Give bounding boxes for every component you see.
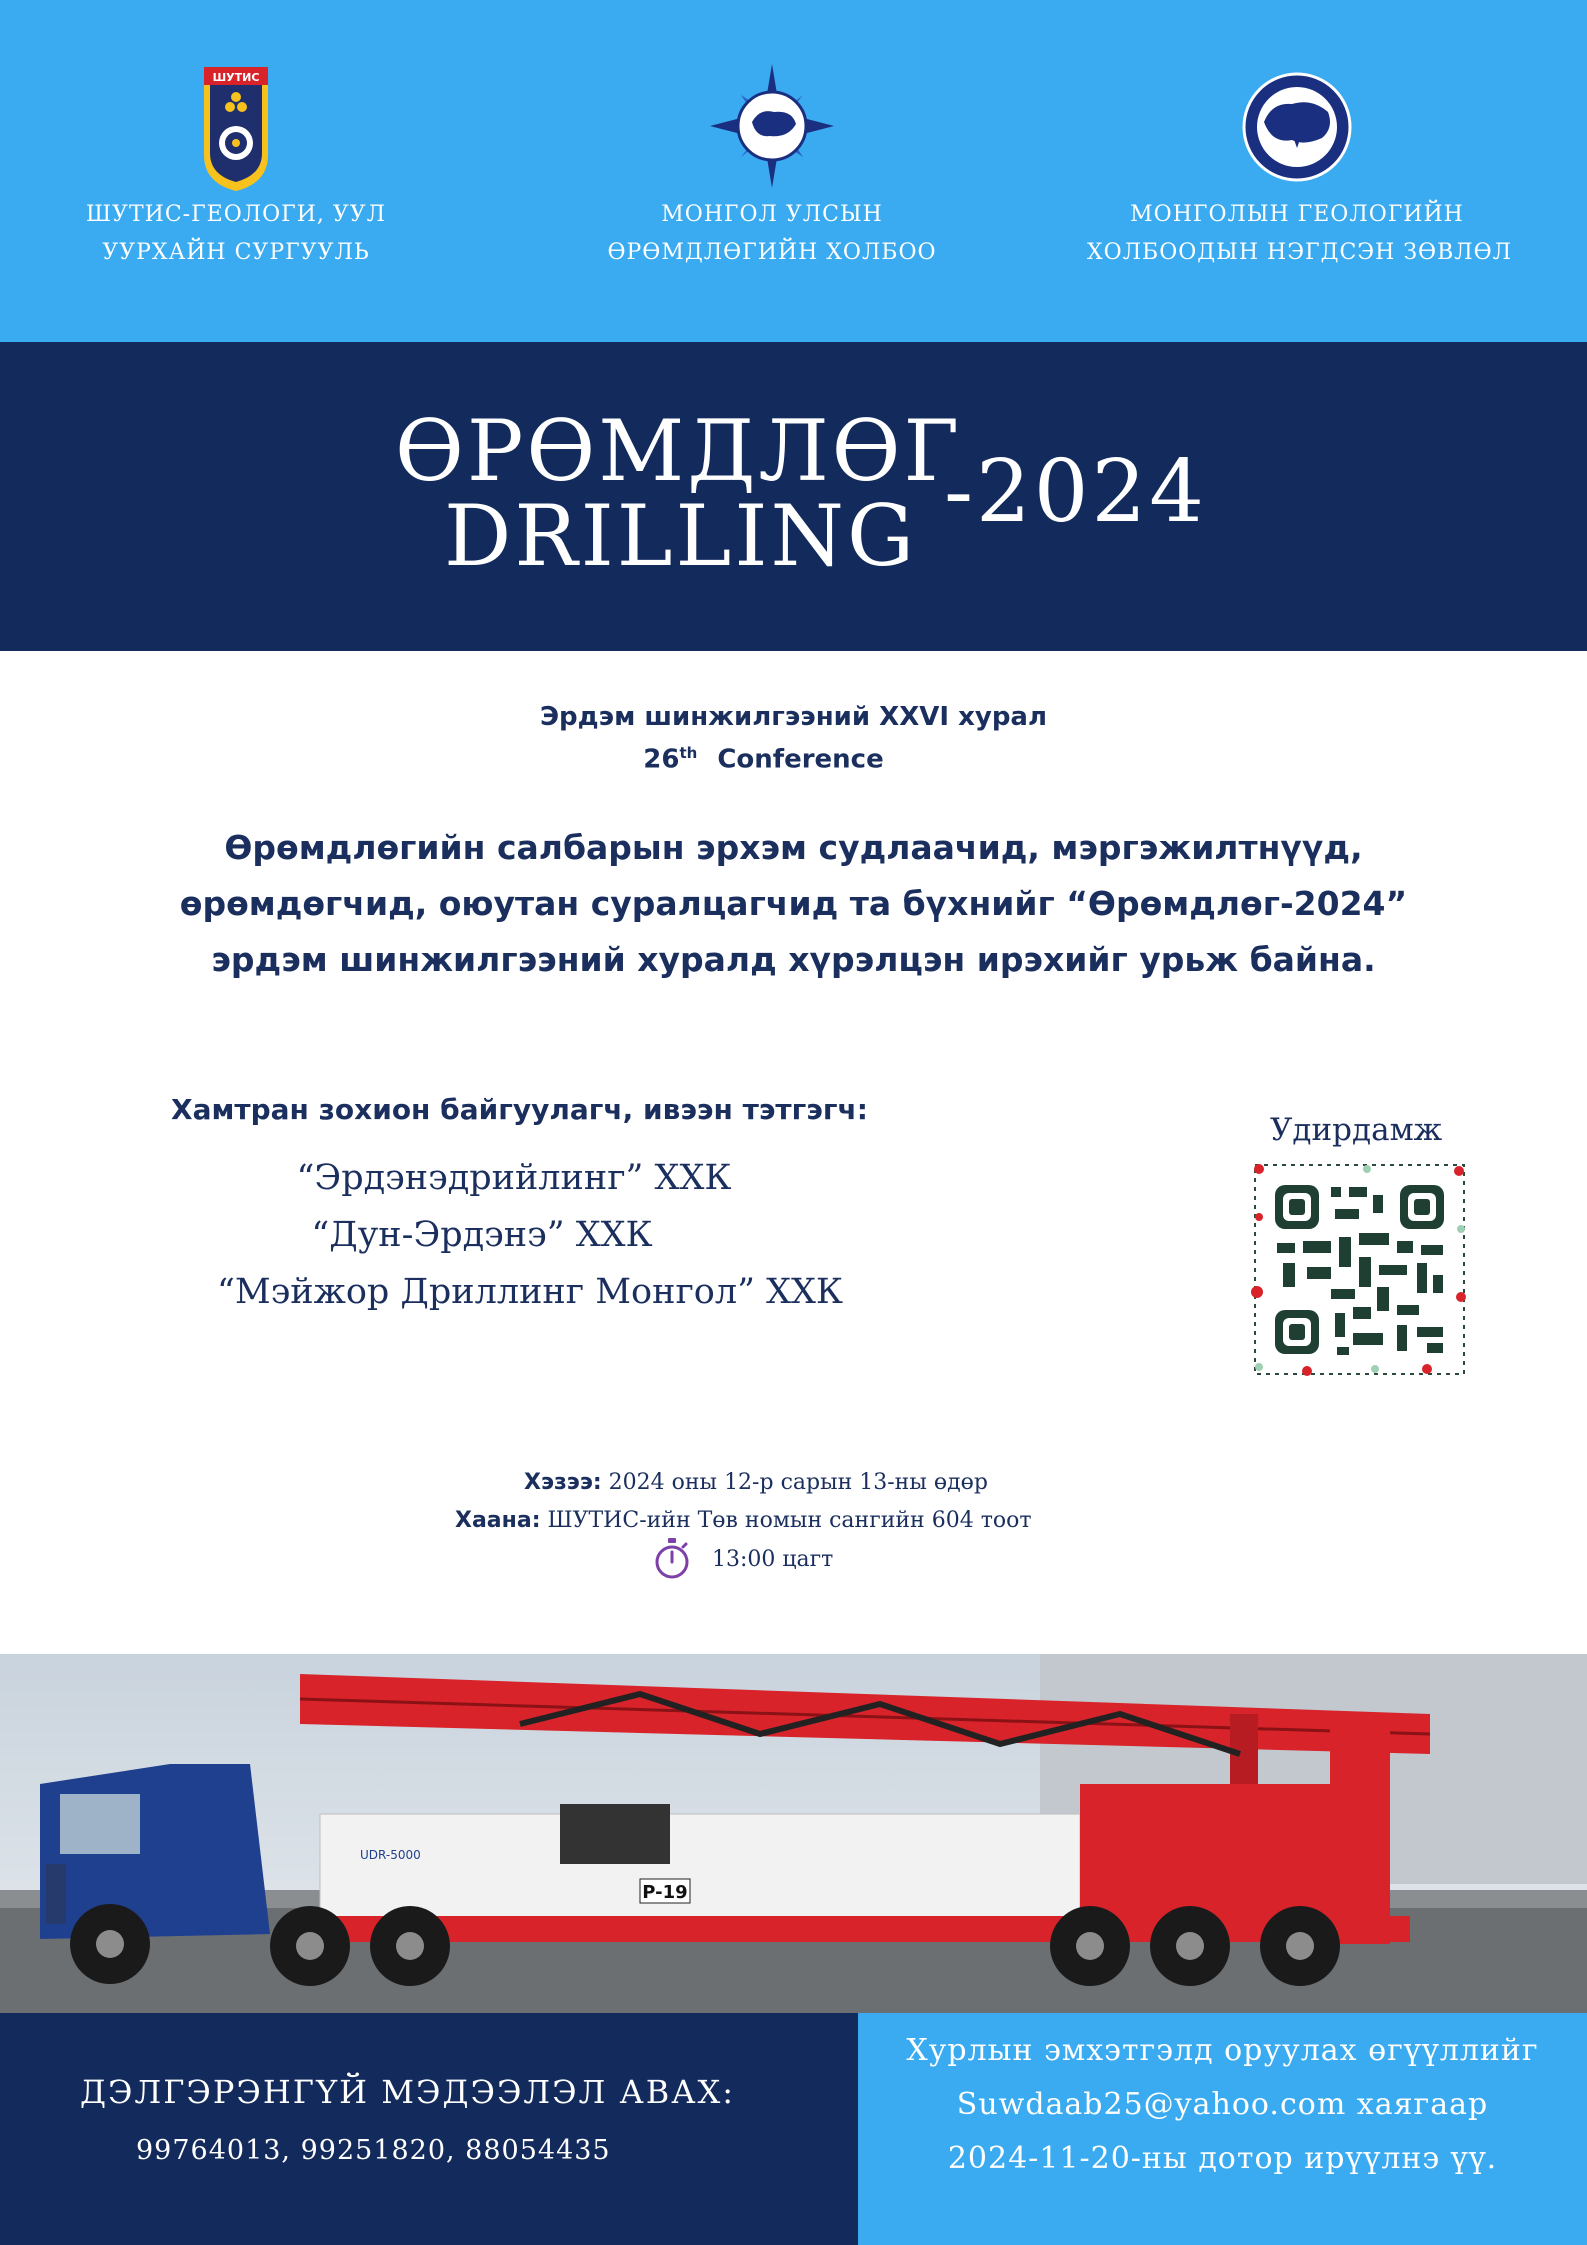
org-name (1087, 196, 1512, 272)
contact-heading: ДЭЛГЭРЭНГҮЙ МЭДЭЭЛЭЛ АВАХ: (80, 2073, 736, 2111)
org-name-line: ХОЛБООДЫН НЭГДСЭН ЗӨВЛӨЛ (1087, 240, 1512, 265)
event-location (455, 1508, 1032, 1533)
school-shield-logo (200, 63, 272, 193)
conference-title-mn: Эрдэм шинжилгээний XXVI хурал (539, 702, 1048, 732)
invitation-line: Өрөмдлөгийн салбарын эрхэм судлаачид, мэргэжилтнүүд, (224, 828, 1363, 867)
org-name (562, 196, 982, 272)
qr-label: Удирдамж (1270, 1112, 1443, 1148)
logo-text: ШУТИС (212, 71, 260, 84)
submission-panel (858, 2013, 1587, 2245)
title-band (0, 342, 1587, 651)
stopwatch-icon (652, 1536, 692, 1580)
submission-email[interactable]: Suwdaab25@yahoo.com хаягаар (956, 2087, 1489, 2122)
conference-number: 26 (643, 744, 680, 775)
date-label: Хэзээ: (524, 1470, 602, 1495)
truck-plate: P-19 (642, 1882, 688, 1903)
globe-seal-logo (1242, 72, 1352, 182)
date-value: 2024 оны 12-р сарын 13-ны өдөр (608, 1470, 988, 1495)
submission-deadline: 2024-11-20-ны дотор ирүүлнэ үү. (947, 2141, 1498, 2176)
location-value: ШУТИС-ийн Төв номын сангийн 604 тоот (547, 1508, 1032, 1533)
title-mongolian: ӨРӨМДЛӨГ (395, 402, 963, 500)
drilling-truck-photo (0, 1654, 1587, 2014)
location-label: Хаана: (455, 1508, 541, 1533)
compass-star-logo (708, 62, 836, 190)
org-name-line: УУРХАЙН СУРГУУЛЬ (102, 240, 370, 265)
conference-word: Conference (717, 744, 884, 775)
organizers-heading: Хамтран зохион байгуулагч, ивээн тэтгэгч: (171, 1093, 868, 1126)
org-name-line: МОНГОЛ УЛСЫН (661, 202, 883, 227)
invitation-line: эрдэм шинжилгээний хуралд хүрэлцэн ирэхийг урьж байна. (211, 940, 1376, 979)
event-time: 13:00 цагт (712, 1547, 834, 1572)
contact-info-panel (0, 2013, 858, 2245)
event-date (524, 1470, 988, 1495)
truck-model: UDR-5000 (360, 1848, 421, 1862)
conference-title-en (0, 744, 1557, 775)
header-band (0, 0, 1587, 342)
sponsor-name: “Мэйжор Дриллинг Монгол” ХХК (216, 1272, 844, 1312)
org-name (26, 196, 446, 272)
contact-phones: 99764013, 99251820, 88054435 (136, 2135, 611, 2166)
truck-illustration (0, 1654, 1587, 2014)
org-name-line: МОНГОЛЫН ГЕОЛОГИЙН (1130, 202, 1464, 227)
title-year: -2024 (944, 442, 1207, 542)
org-name-line: ӨРӨМДЛӨГИЙН ХОЛБОО (607, 240, 937, 265)
sponsor-name: “Эрдэнэдрийлинг” ХХК (296, 1158, 732, 1198)
invitation-text (0, 820, 1587, 988)
sponsor-name: “Дун-Эрдэнэ” ХХК (311, 1215, 653, 1255)
title-english: DRILLING (444, 487, 918, 585)
submission-line: Хурлын эмхэтгэлд оруулах өгүүллийг (906, 2033, 1539, 2068)
org-name-line: ШУТИС-ГЕОЛОГИ, УУЛ (85, 202, 387, 227)
conference-ordinal: th (679, 744, 698, 762)
qr-code[interactable] (1247, 1157, 1472, 1382)
invitation-line: өрөмдөгчид, оюутан суралцагчид та бүхнийг “Өрөмдлөг-2024” (179, 884, 1408, 923)
